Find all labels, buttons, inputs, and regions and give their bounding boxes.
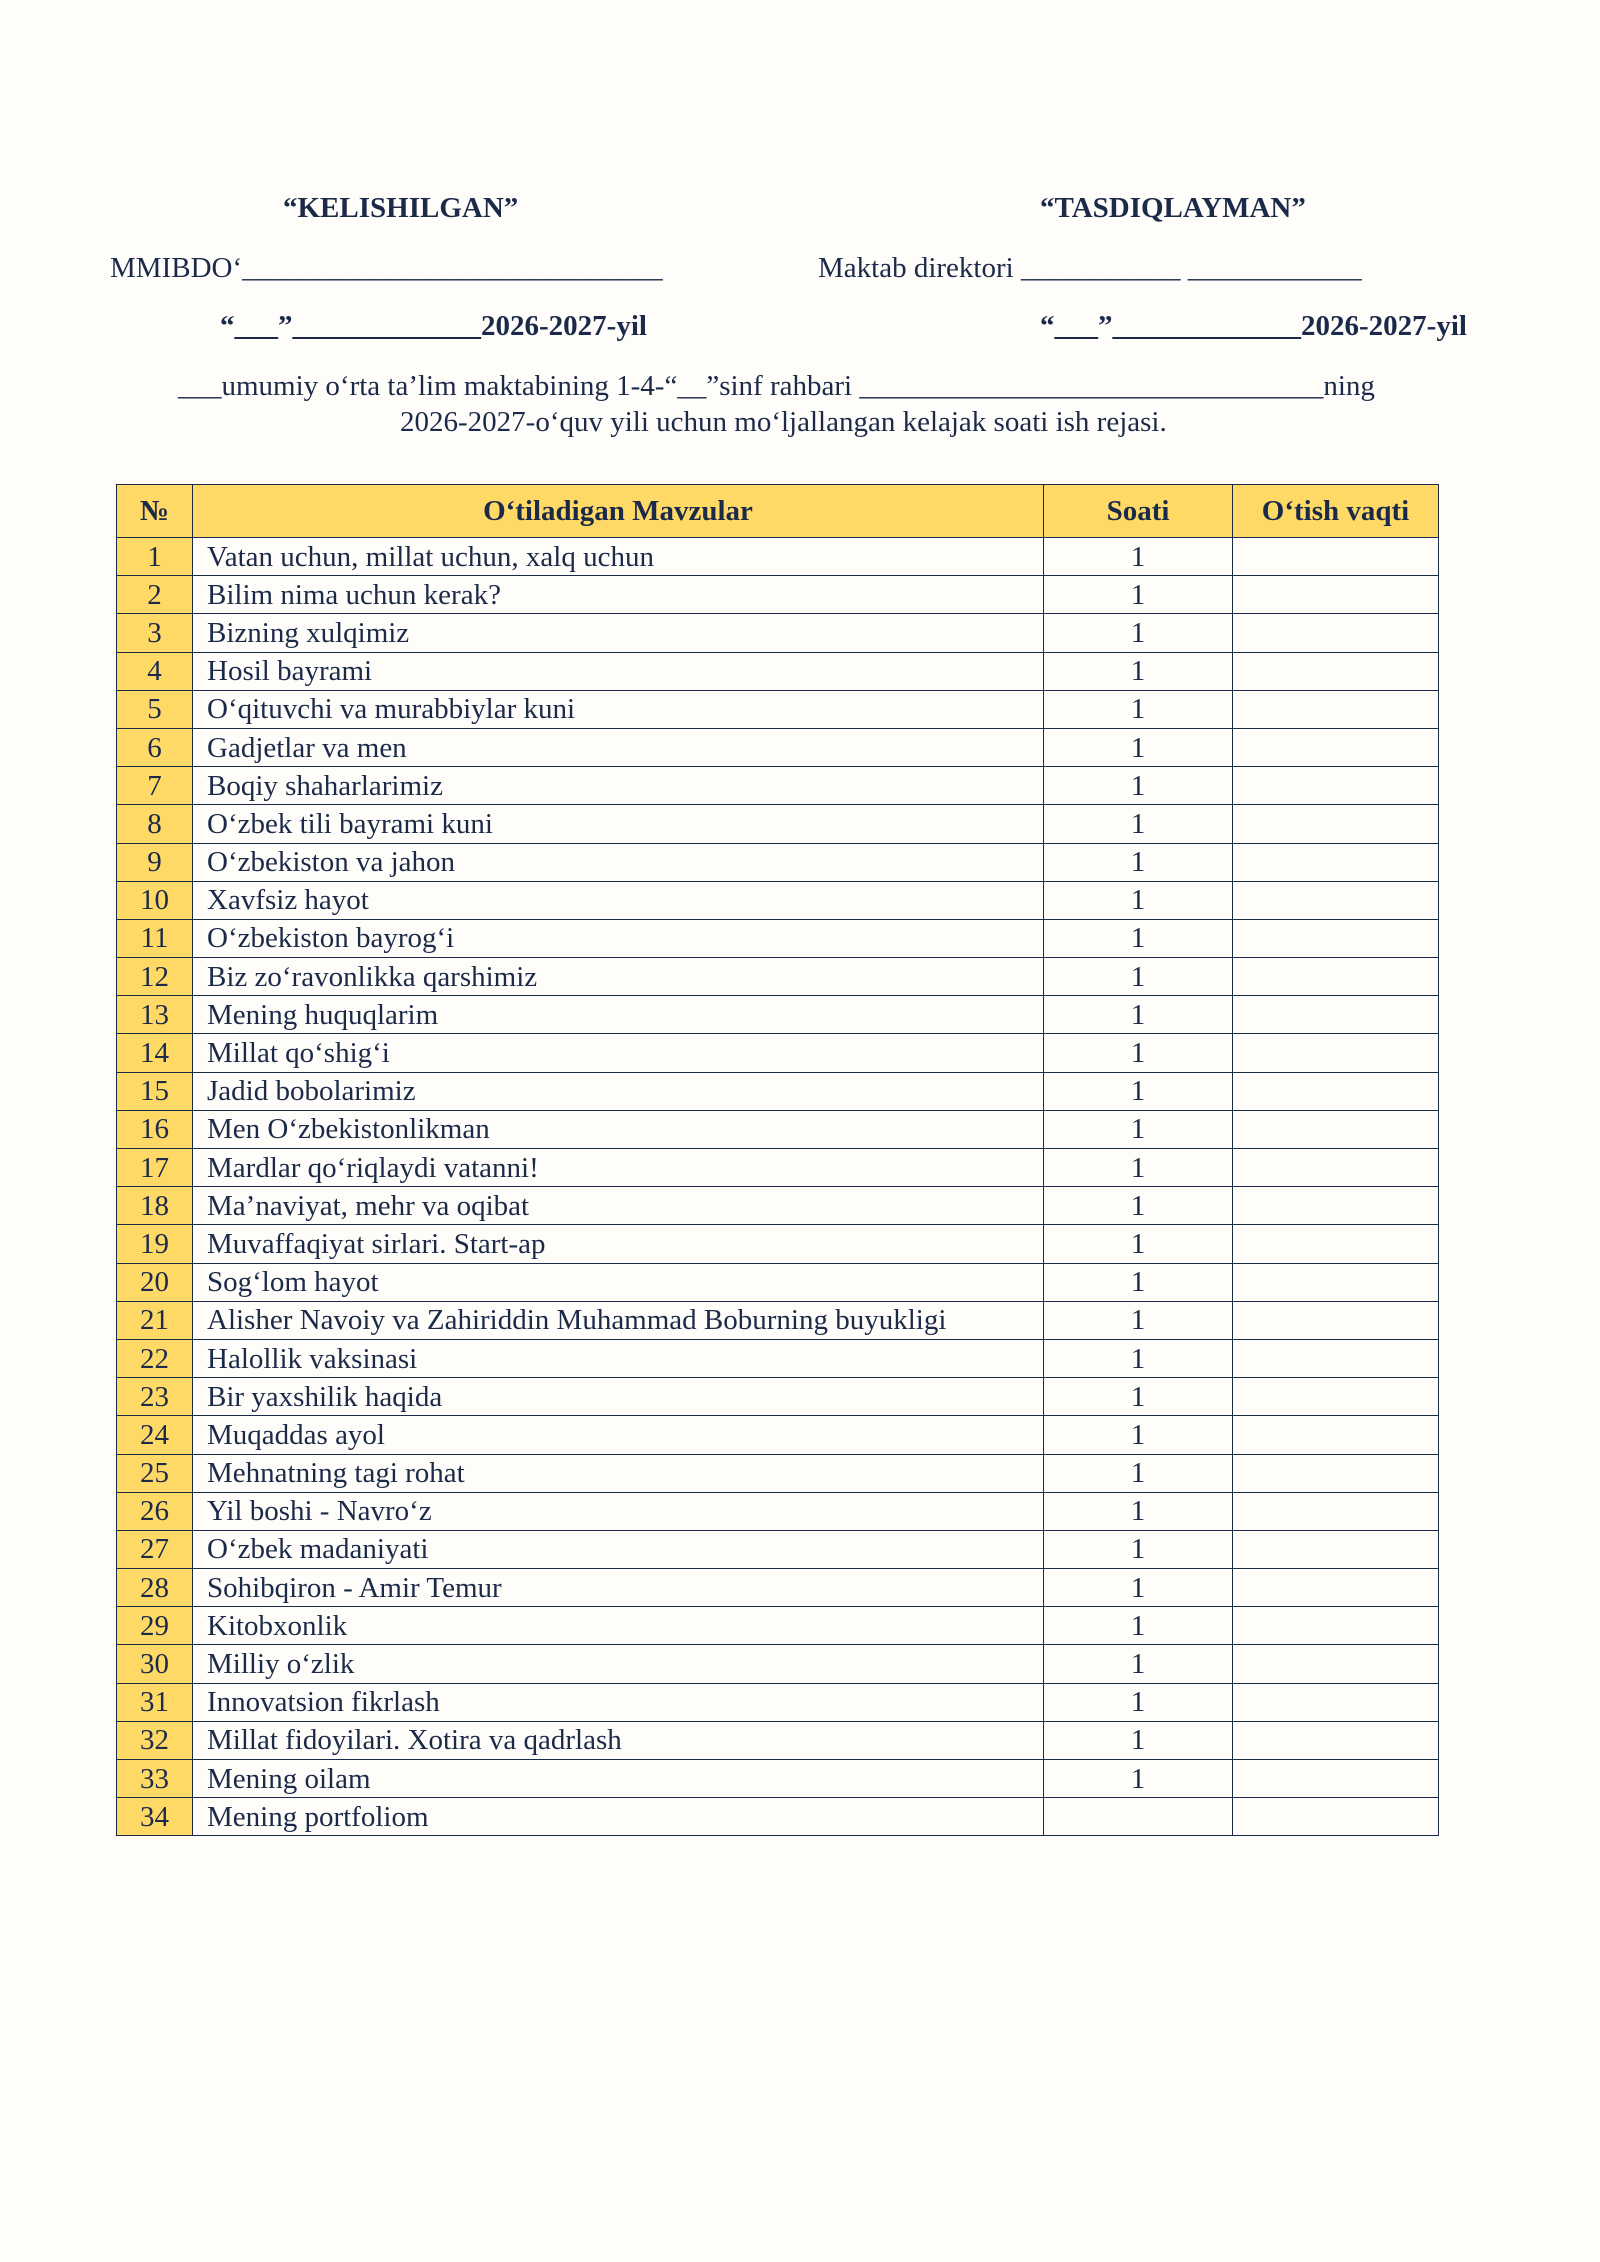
row-time	[1233, 805, 1439, 843]
table-row	[117, 843, 1439, 881]
row-hours: 1	[1044, 1721, 1233, 1759]
table-row	[117, 1187, 1439, 1225]
row-hours: 1	[1044, 1683, 1233, 1721]
row-topic: O‘qituvchi va murabbiylar kuni	[193, 690, 1044, 728]
row-number: 1	[117, 538, 193, 576]
row-number: 18	[117, 1187, 193, 1225]
director-signature-line: Maktab direktori ___________ ____________	[818, 252, 1362, 284]
table-row	[117, 1607, 1439, 1645]
row-topic: O‘zbekiston va jahon	[193, 843, 1044, 881]
header-time: O‘tish vaqti	[1233, 485, 1439, 538]
row-number: 26	[117, 1492, 193, 1530]
row-topic: Mening huquqlarim	[193, 996, 1044, 1034]
row-number: 6	[117, 728, 193, 766]
row-hours: 1	[1044, 1072, 1233, 1110]
row-topic: O‘zbek tili bayrami kuni	[193, 805, 1044, 843]
row-topic: Mehnatning tagi rohat	[193, 1454, 1044, 1492]
row-hours: 1	[1044, 805, 1233, 843]
row-time	[1233, 958, 1439, 996]
agreed-organization-line: MMIBDO‘_____________________________	[110, 252, 663, 284]
row-hours: 1	[1044, 728, 1233, 766]
row-hours: 1	[1044, 843, 1233, 881]
table-row	[117, 767, 1439, 805]
row-number: 9	[117, 843, 193, 881]
row-time	[1233, 690, 1439, 728]
row-hours: 1	[1044, 1492, 1233, 1530]
row-topic: Muvaffaqiyat sirlari. Start-ap	[193, 1225, 1044, 1263]
row-topic: Bilim nima uchun kerak?	[193, 576, 1044, 614]
row-topic: Ma’naviyat, mehr va oqibat	[193, 1187, 1044, 1225]
row-time	[1233, 1034, 1439, 1072]
row-number: 12	[117, 958, 193, 996]
row-time	[1233, 1110, 1439, 1148]
row-number: 24	[117, 1416, 193, 1454]
row-topic: Alisher Navoiy va Zahiriddin Muhammad Boburning buyukligi	[193, 1301, 1044, 1339]
row-hours: 1	[1044, 1760, 1233, 1798]
table-row	[117, 1263, 1439, 1301]
row-time	[1233, 1149, 1439, 1187]
row-topic: Halollik vaksinasi	[193, 1339, 1044, 1377]
row-hours: 1	[1044, 1607, 1233, 1645]
row-time	[1233, 767, 1439, 805]
row-time	[1233, 1416, 1439, 1454]
table-row	[117, 1454, 1439, 1492]
row-time	[1233, 1263, 1439, 1301]
row-topic: Milliy o‘zlik	[193, 1645, 1044, 1683]
table-row	[117, 652, 1439, 690]
row-time	[1233, 1645, 1439, 1683]
agreed-date-line: “___”_____________2026-2027-yil	[220, 310, 647, 342]
row-topic: Kitobxonlik	[193, 1607, 1044, 1645]
row-number: 15	[117, 1072, 193, 1110]
row-time	[1233, 576, 1439, 614]
row-hours: 1	[1044, 767, 1233, 805]
row-hours: 1	[1044, 1378, 1233, 1416]
row-hours: 1	[1044, 1339, 1233, 1377]
table-row	[117, 958, 1439, 996]
row-time	[1233, 1187, 1439, 1225]
row-number: 33	[117, 1760, 193, 1798]
table-row	[117, 1530, 1439, 1568]
table-header-row	[117, 485, 1439, 538]
table-row	[117, 1760, 1439, 1798]
row-time	[1233, 919, 1439, 957]
row-hours: 1	[1044, 1110, 1233, 1148]
row-number: 17	[117, 1149, 193, 1187]
row-time	[1233, 1225, 1439, 1263]
header-topics: O‘tiladigan Mavzular	[193, 485, 1044, 538]
row-number: 34	[117, 1798, 193, 1836]
row-time	[1233, 1798, 1439, 1836]
row-time	[1233, 1301, 1439, 1339]
row-number: 14	[117, 1034, 193, 1072]
row-number: 13	[117, 996, 193, 1034]
row-number: 4	[117, 652, 193, 690]
row-time	[1233, 1721, 1439, 1759]
table-row	[117, 881, 1439, 919]
row-hours: 1	[1044, 1454, 1233, 1492]
row-number: 2	[117, 576, 193, 614]
table-row	[117, 805, 1439, 843]
row-topic: Vatan uchun, millat uchun, xalq uchun	[193, 538, 1044, 576]
plan-title-line-2: 2026-2027-o‘quv yili uchun mo‘ljallangan kelajak soati ish rejasi.	[400, 406, 1167, 438]
table-row	[117, 1225, 1439, 1263]
row-topic: Bizning xulqimiz	[193, 614, 1044, 652]
row-topic: Mening oilam	[193, 1760, 1044, 1798]
table-row	[117, 1034, 1439, 1072]
table-row	[117, 1339, 1439, 1377]
row-hours: 1	[1044, 996, 1233, 1034]
row-time	[1233, 843, 1439, 881]
row-number: 27	[117, 1530, 193, 1568]
row-topic: O‘zbekiston bayrog‘i	[193, 919, 1044, 957]
row-hours: 1	[1044, 576, 1233, 614]
table-row	[117, 1072, 1439, 1110]
table-row	[117, 1683, 1439, 1721]
row-time	[1233, 1607, 1439, 1645]
row-time	[1233, 1454, 1439, 1492]
row-hours: 1	[1044, 652, 1233, 690]
row-hours: 1	[1044, 881, 1233, 919]
row-hours: 1	[1044, 1569, 1233, 1607]
row-number: 23	[117, 1378, 193, 1416]
row-topic: Mardlar qo‘riqlaydi vatanni!	[193, 1149, 1044, 1187]
table-row	[117, 728, 1439, 766]
row-time	[1233, 1569, 1439, 1607]
row-hours: 1	[1044, 1530, 1233, 1568]
table-row	[117, 996, 1439, 1034]
row-topic: Millat fidoyilari. Xotira va qadrlash	[193, 1721, 1044, 1759]
table-row	[117, 690, 1439, 728]
row-time	[1233, 1072, 1439, 1110]
row-topic: Men O‘zbekistonlikman	[193, 1110, 1044, 1148]
row-time	[1233, 1339, 1439, 1377]
row-number: 7	[117, 767, 193, 805]
row-topic: Yil boshi - Navro‘z	[193, 1492, 1044, 1530]
approved-title: “TASDIQLAYMAN”	[1040, 192, 1306, 224]
row-topic: Bir yaxshilik haqida	[193, 1378, 1044, 1416]
agreed-title: “KELISHILGAN”	[283, 192, 519, 224]
table-row	[117, 1492, 1439, 1530]
row-hours: 1	[1044, 1645, 1233, 1683]
row-time	[1233, 996, 1439, 1034]
row-topic: Boqiy shaharlarimiz	[193, 767, 1044, 805]
row-number: 8	[117, 805, 193, 843]
row-number: 29	[117, 1607, 193, 1645]
row-number: 28	[117, 1569, 193, 1607]
row-number: 19	[117, 1225, 193, 1263]
row-hours: 1	[1044, 1263, 1233, 1301]
row-topic: O‘zbek madaniyati	[193, 1530, 1044, 1568]
row-number: 3	[117, 614, 193, 652]
row-topic: Sog‘lom hayot	[193, 1263, 1044, 1301]
row-topic: Gadjetlar va men	[193, 728, 1044, 766]
table-row	[117, 1110, 1439, 1148]
table-row	[117, 1149, 1439, 1187]
table-row	[117, 1798, 1439, 1836]
row-number: 32	[117, 1721, 193, 1759]
row-number: 20	[117, 1263, 193, 1301]
table-row	[117, 1721, 1439, 1759]
row-number: 10	[117, 881, 193, 919]
table-row	[117, 1645, 1439, 1683]
row-number: 31	[117, 1683, 193, 1721]
row-number: 16	[117, 1110, 193, 1148]
row-number: 5	[117, 690, 193, 728]
header-number: №	[117, 485, 193, 538]
row-hours: 1	[1044, 958, 1233, 996]
row-topic: Jadid bobolarimiz	[193, 1072, 1044, 1110]
table-row	[117, 538, 1439, 576]
row-topic: Sohibqiron - Amir Temur	[193, 1569, 1044, 1607]
row-hours: 1	[1044, 1034, 1233, 1072]
row-hours	[1044, 1798, 1233, 1836]
row-topic: Muqaddas ayol	[193, 1416, 1044, 1454]
row-number: 30	[117, 1645, 193, 1683]
row-hours: 1	[1044, 1149, 1233, 1187]
row-time	[1233, 881, 1439, 919]
row-hours: 1	[1044, 1301, 1233, 1339]
table-row	[117, 614, 1439, 652]
plan-title-line-1: ___umumiy o‘rta ta’lim maktabining 1-4-“__”sinf rahbari ________________________________ning	[178, 370, 1375, 402]
table-row	[117, 1378, 1439, 1416]
row-topic: Xavfsiz hayot	[193, 881, 1044, 919]
row-time	[1233, 1378, 1439, 1416]
row-hours: 1	[1044, 614, 1233, 652]
row-topic: Hosil bayrami	[193, 652, 1044, 690]
row-hours: 1	[1044, 919, 1233, 957]
table-row	[117, 919, 1439, 957]
row-hours: 1	[1044, 538, 1233, 576]
table-row	[117, 576, 1439, 614]
row-number: 22	[117, 1339, 193, 1377]
row-hours: 1	[1044, 1187, 1233, 1225]
table-row	[117, 1416, 1439, 1454]
row-number: 25	[117, 1454, 193, 1492]
row-hours: 1	[1044, 690, 1233, 728]
approved-date-line: “___”_____________2026-2027-yil	[1040, 310, 1467, 342]
row-number: 21	[117, 1301, 193, 1339]
table-row	[117, 1301, 1439, 1339]
row-time	[1233, 1683, 1439, 1721]
table-row	[117, 1569, 1439, 1607]
row-number: 11	[117, 919, 193, 957]
header-hours: Soati	[1044, 485, 1233, 538]
row-time	[1233, 614, 1439, 652]
row-topic: Innovatsion fikrlash	[193, 1683, 1044, 1721]
row-time	[1233, 728, 1439, 766]
row-hours: 1	[1044, 1416, 1233, 1454]
lesson-plan-table	[116, 484, 1439, 1836]
row-topic: Mening portfoliom	[193, 1798, 1044, 1836]
row-time	[1233, 1492, 1439, 1530]
row-time	[1233, 1760, 1439, 1798]
row-time	[1233, 1530, 1439, 1568]
row-topic: Millat qo‘shig‘i	[193, 1034, 1044, 1072]
row-topic: Biz zo‘ravonlikka qarshimiz	[193, 958, 1044, 996]
row-time	[1233, 652, 1439, 690]
row-hours: 1	[1044, 1225, 1233, 1263]
row-time	[1233, 538, 1439, 576]
